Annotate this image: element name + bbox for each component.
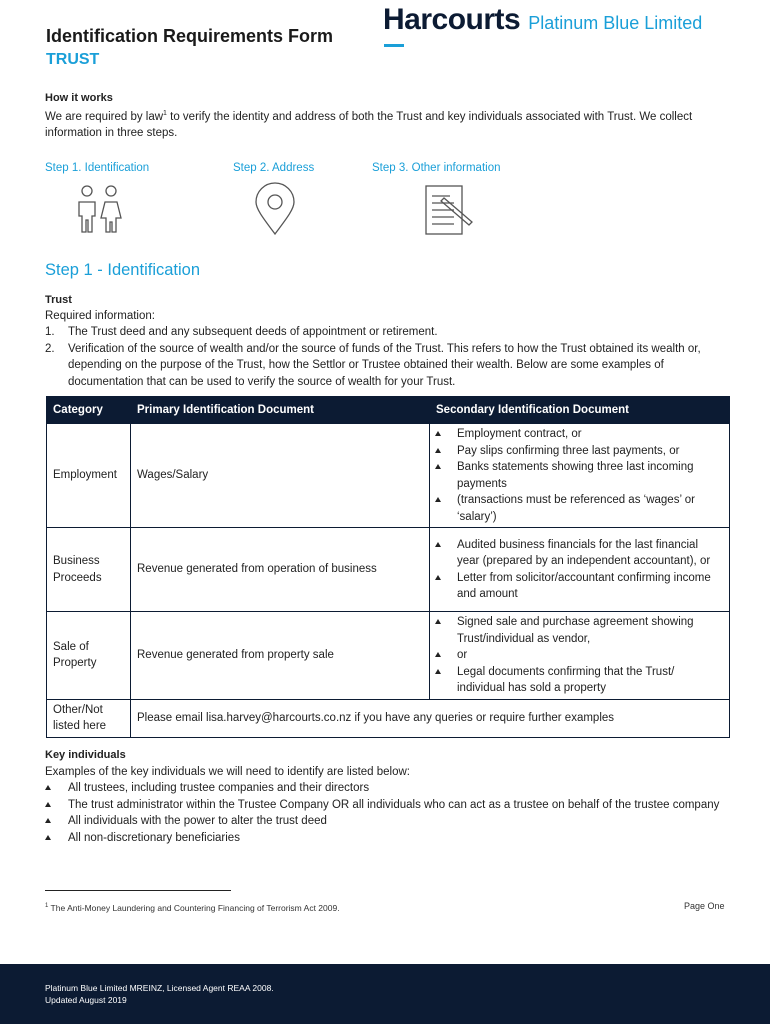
how-it-works-text — [45, 106, 735, 142]
primary-doc-cell: Revenue generated from property sale — [131, 612, 430, 700]
secondary-doc-cell — [430, 612, 730, 700]
table-row — [47, 424, 730, 528]
list-item: Employment contract, or — [430, 426, 723, 443]
primary-doc-cell: Wages/Salary — [131, 424, 430, 528]
page-number: Page One — [684, 901, 725, 911]
how-it-works-heading: How it works — [45, 92, 113, 104]
location-pin-icon — [245, 182, 305, 238]
category-cell: Other/Not listed here — [47, 699, 131, 737]
list-item: All non-discretionary beneficiaries — [45, 830, 725, 847]
table-header: Secondary Identification Document — [430, 397, 730, 424]
form-subtitle: TRUST — [46, 51, 100, 68]
list-item: or — [430, 647, 723, 664]
intro-text-start: We are required by law — [45, 110, 164, 123]
footer-line-1: Platinum Blue Limited MREINZ, Licensed Agent REAA 2008. — [45, 983, 274, 993]
document-pen-icon — [420, 182, 480, 238]
list-item — [45, 341, 725, 391]
list-item — [45, 324, 725, 341]
people-icon — [70, 182, 130, 238]
footnote-text: The Anti-Money Laundering and Countering Financing of Terrorism Act 2009. — [48, 902, 340, 913]
list-item: The trust administrator within the Trustee Company OR all individuals who can act as a trustee on behalf of the trustee company — [45, 797, 725, 814]
step-3-label: Step 3. Other information — [372, 162, 501, 174]
footnote-mark: 1 — [45, 903, 49, 909]
table-header-row — [47, 397, 730, 424]
company-logo — [383, 3, 753, 52]
footer-line-2: Updated August 2019 — [45, 995, 127, 1005]
key-individuals-heading: Key individuals — [45, 749, 126, 761]
table-row — [47, 699, 730, 737]
key-individuals-list — [45, 780, 725, 846]
trust-heading: Trust — [45, 294, 72, 306]
table-header: Primary Identification Document — [131, 397, 430, 424]
list-item: Pay slips confirming three last payments, or — [430, 443, 723, 460]
table-row — [47, 612, 730, 700]
key-individuals-intro: Examples of the key individuals we will need to identify are listed below: — [45, 766, 410, 778]
footer-text — [45, 982, 274, 1006]
table-row — [47, 528, 730, 612]
list-item: (transactions must be referenced as ‘wages’ or ‘salary’) — [430, 492, 723, 525]
step-1-heading: Step 1 - Identification — [45, 261, 201, 279]
list-item: All individuals with the power to alter the trust deed — [45, 813, 725, 830]
list-item: All trustees, including trustee companies and their directors — [45, 780, 725, 797]
footnote-divider — [45, 890, 231, 891]
table-header: Category — [47, 397, 131, 424]
intro-text-end: to verify the identity and address of both the Trust and key individuals associated with Trust. We collect information in three steps. — [45, 110, 693, 140]
list-item-text: The Trust deed and any subsequent deeds of appointment or retirement. — [68, 326, 438, 338]
logo-accent-bar — [384, 44, 404, 47]
required-info-list — [45, 324, 725, 390]
secondary-doc-cell — [430, 528, 730, 612]
required-info-label: Required information: — [45, 310, 155, 322]
primary-doc-cell: Revenue generated from operation of business — [131, 528, 430, 612]
footnote — [45, 898, 340, 916]
list-item: Audited business financials for the last financial year (prepared by an independent accountant), or — [430, 537, 723, 570]
list-item: Signed sale and purchase agreement showing Trust/individual as vendor, — [430, 614, 723, 647]
list-item: Letter from solicitor/accountant confirming income and amount — [430, 570, 723, 603]
list-number: 2. — [45, 342, 55, 355]
list-item: Legal documents confirming that the Trust/ individual has sold a property — [430, 664, 723, 697]
secondary-doc-cell — [430, 424, 730, 528]
logo-subtitle: Platinum Blue Limited — [528, 13, 703, 33]
logo-wordmark: Harcourts — [383, 3, 521, 36]
step-1-label: Step 1. Identification — [45, 162, 150, 174]
source-of-wealth-table — [46, 396, 730, 738]
other-note-cell: Please email lisa.harvey@harcourts.co.nz if you have any queries or require further examples — [131, 699, 730, 737]
category-cell: Sale of Property — [47, 612, 131, 700]
list-item: Banks statements showing three last incoming payments — [430, 459, 723, 492]
form-title: Identification Requirements Form — [46, 26, 334, 46]
list-number: 1. — [45, 326, 55, 338]
category-cell: Business Proceeds — [47, 528, 131, 612]
step-2-label: Step 2. Address — [233, 162, 315, 174]
list-item-text: Verification of the source of wealth and/or the source of funds of the Trust. This refers to how the Trust obtained its wealth or, depending on the purpose of the Trust, how the Settlor or Trustee obtained their wealth. Below are some examples of documentation that can be used to verify the source of wealth for your Trust. — [68, 342, 701, 388]
footnote-ref: 1 — [163, 110, 167, 117]
category-cell: Employment — [47, 424, 131, 528]
